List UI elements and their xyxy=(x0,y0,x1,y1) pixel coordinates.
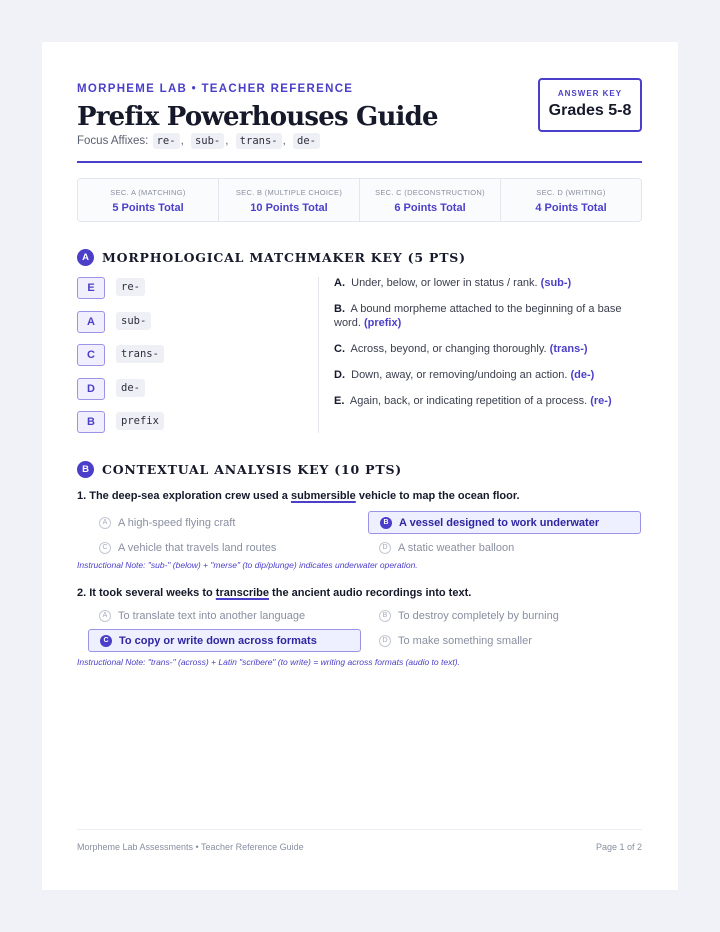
definition-answer: (de-) xyxy=(570,368,595,381)
option-letter: C xyxy=(99,542,111,554)
definition-text: Under, below, or lower in status / rank. xyxy=(351,277,538,289)
question-text: 2. It took several weeks to xyxy=(77,587,216,599)
definition-answer: (sub-) xyxy=(540,277,572,289)
matching-row xyxy=(77,411,317,445)
instructional-note: Instructional Note: "trans-" (across) + Latin "scribere" (to write) = writing across formats (audio to text). xyxy=(77,657,460,667)
definition-item xyxy=(334,277,644,291)
target-word: transcribe xyxy=(215,587,269,599)
definition-letter: D. xyxy=(334,368,345,381)
term-code: de- xyxy=(116,379,145,397)
answer-key-label: ANSWER KEY xyxy=(557,89,623,98)
grade-level: Grades 5-8 xyxy=(548,102,632,119)
question-text: 1. The deep-sea exploration crew used a xyxy=(77,490,291,502)
term-code: re- xyxy=(116,278,145,296)
footer-text: Morpheme Lab Assessments • Teacher Reference Guide xyxy=(77,842,304,852)
column-divider xyxy=(318,277,319,433)
term-code: prefix xyxy=(116,412,164,430)
affix-chip: sub- xyxy=(191,133,224,149)
points-value: 5 Points Total xyxy=(112,202,184,214)
page-number: Page 1 of 2 xyxy=(595,842,642,852)
definition-letter: B. xyxy=(334,303,345,315)
points-summary xyxy=(77,178,642,222)
points-cell xyxy=(360,179,501,221)
points-cell xyxy=(219,179,360,221)
option-d xyxy=(368,629,641,652)
definition-letter: E. xyxy=(334,394,345,407)
section-title: CONTEXTUAL ANALYSIS KEY (10 PTS) xyxy=(102,462,403,477)
option-text: To destroy completely by burning xyxy=(398,609,559,622)
option-c-correct xyxy=(88,629,361,652)
option-text: A vehicle that travels land routes xyxy=(118,541,277,554)
matching-definitions xyxy=(334,277,644,421)
option-letter: B xyxy=(380,517,392,529)
section-badge: B xyxy=(77,461,94,478)
points-cell xyxy=(501,179,641,221)
header-divider xyxy=(77,161,642,163)
definition-item xyxy=(334,303,644,330)
term-code: sub- xyxy=(116,312,151,330)
term-code: trans- xyxy=(116,345,164,363)
definition-item xyxy=(334,343,644,357)
section-title: MORPHOLOGICAL MATCHMAKER KEY (5 PTS) xyxy=(102,250,466,265)
answer-box: A xyxy=(77,311,105,333)
answer-key-badge xyxy=(538,78,642,132)
points-value: 10 Points Total xyxy=(250,202,328,214)
answer-box: B xyxy=(77,411,105,433)
option-c xyxy=(88,536,361,559)
definition-answer: (trans-) xyxy=(549,342,588,355)
question-text: the ancient audio recordings into text. xyxy=(269,587,472,599)
instructional-note: Instructional Note: "sub-" (below) + "merse" (to dip/plunge) indicates underwater operation. xyxy=(77,560,418,570)
question-text: vehicle to map the ocean floor. xyxy=(355,490,520,502)
points-label: SEC. B (MULTIPLE CHOICE) xyxy=(235,188,343,197)
points-label: SEC. C (DECONSTRUCTION) xyxy=(375,188,485,197)
target-word: submersible xyxy=(290,490,356,502)
definition-text: Down, away, or removing/undoing an action. xyxy=(351,368,568,381)
option-text: A high-speed flying craft xyxy=(118,516,236,529)
answer-box: D xyxy=(77,378,105,400)
footer-divider xyxy=(77,829,642,830)
option-letter: B xyxy=(379,610,391,622)
points-label: SEC. A (MATCHING) xyxy=(110,188,186,197)
matching-row xyxy=(77,378,317,412)
definition-answer: (prefix) xyxy=(363,316,402,329)
option-b xyxy=(368,604,641,627)
matching-terms xyxy=(77,277,317,445)
affix-chip: re- xyxy=(153,133,180,149)
option-letter: A xyxy=(99,517,111,529)
matching-row xyxy=(77,344,317,378)
worksheet-page xyxy=(42,42,678,890)
option-letter: C xyxy=(100,635,112,647)
option-d xyxy=(368,536,641,559)
question-1 xyxy=(77,490,520,502)
section-b-header xyxy=(77,461,402,478)
definition-answer: (re-) xyxy=(590,394,612,407)
definition-text: A bound morpheme attached to the beginning of a base word. xyxy=(334,303,622,329)
option-a xyxy=(88,511,361,534)
definition-text: Again, back, or indicating repetition of a process. xyxy=(349,394,588,407)
answer-box: C xyxy=(77,344,105,366)
option-letter: D xyxy=(379,635,391,647)
focus-affixes: Focus Affixes: re- , sub- , trans- , de- xyxy=(77,135,321,147)
option-text: To make something smaller xyxy=(398,634,532,647)
definition-letter: A. xyxy=(334,277,345,289)
option-text: A vessel designed to work underwater xyxy=(399,516,600,529)
definition-text: Across, beyond, or changing thoroughly. xyxy=(350,342,547,355)
definition-item xyxy=(334,395,644,409)
option-b-correct xyxy=(368,511,641,534)
section-badge: A xyxy=(77,249,94,266)
affix-chip: de- xyxy=(293,133,320,149)
affix-chip: trans- xyxy=(236,133,282,149)
question-2 xyxy=(77,587,471,599)
points-value: 4 Points Total xyxy=(535,202,607,214)
matching-row xyxy=(77,311,317,345)
points-value: 6 Points Total xyxy=(394,202,466,214)
option-letter: D xyxy=(379,542,391,554)
answer-box: E xyxy=(77,277,105,299)
definition-letter: C. xyxy=(334,342,345,355)
definition-item xyxy=(334,369,644,383)
option-text: To copy or write down across formats xyxy=(119,634,317,647)
focus-label: Focus Affixes: xyxy=(77,135,149,147)
page-title: Prefix Powerhouses Guide xyxy=(77,102,438,132)
section-a-header xyxy=(77,249,466,266)
matching-row xyxy=(77,277,317,311)
option-text: To translate text into another language xyxy=(118,609,306,622)
points-label: SEC. D (WRITING) xyxy=(536,188,606,197)
eyebrow-label: MORPHEME LAB • TEACHER REFERENCE xyxy=(77,83,354,95)
option-a xyxy=(88,604,361,627)
option-letter: A xyxy=(99,610,111,622)
points-cell xyxy=(78,179,219,221)
option-text: A static weather balloon xyxy=(398,541,515,554)
